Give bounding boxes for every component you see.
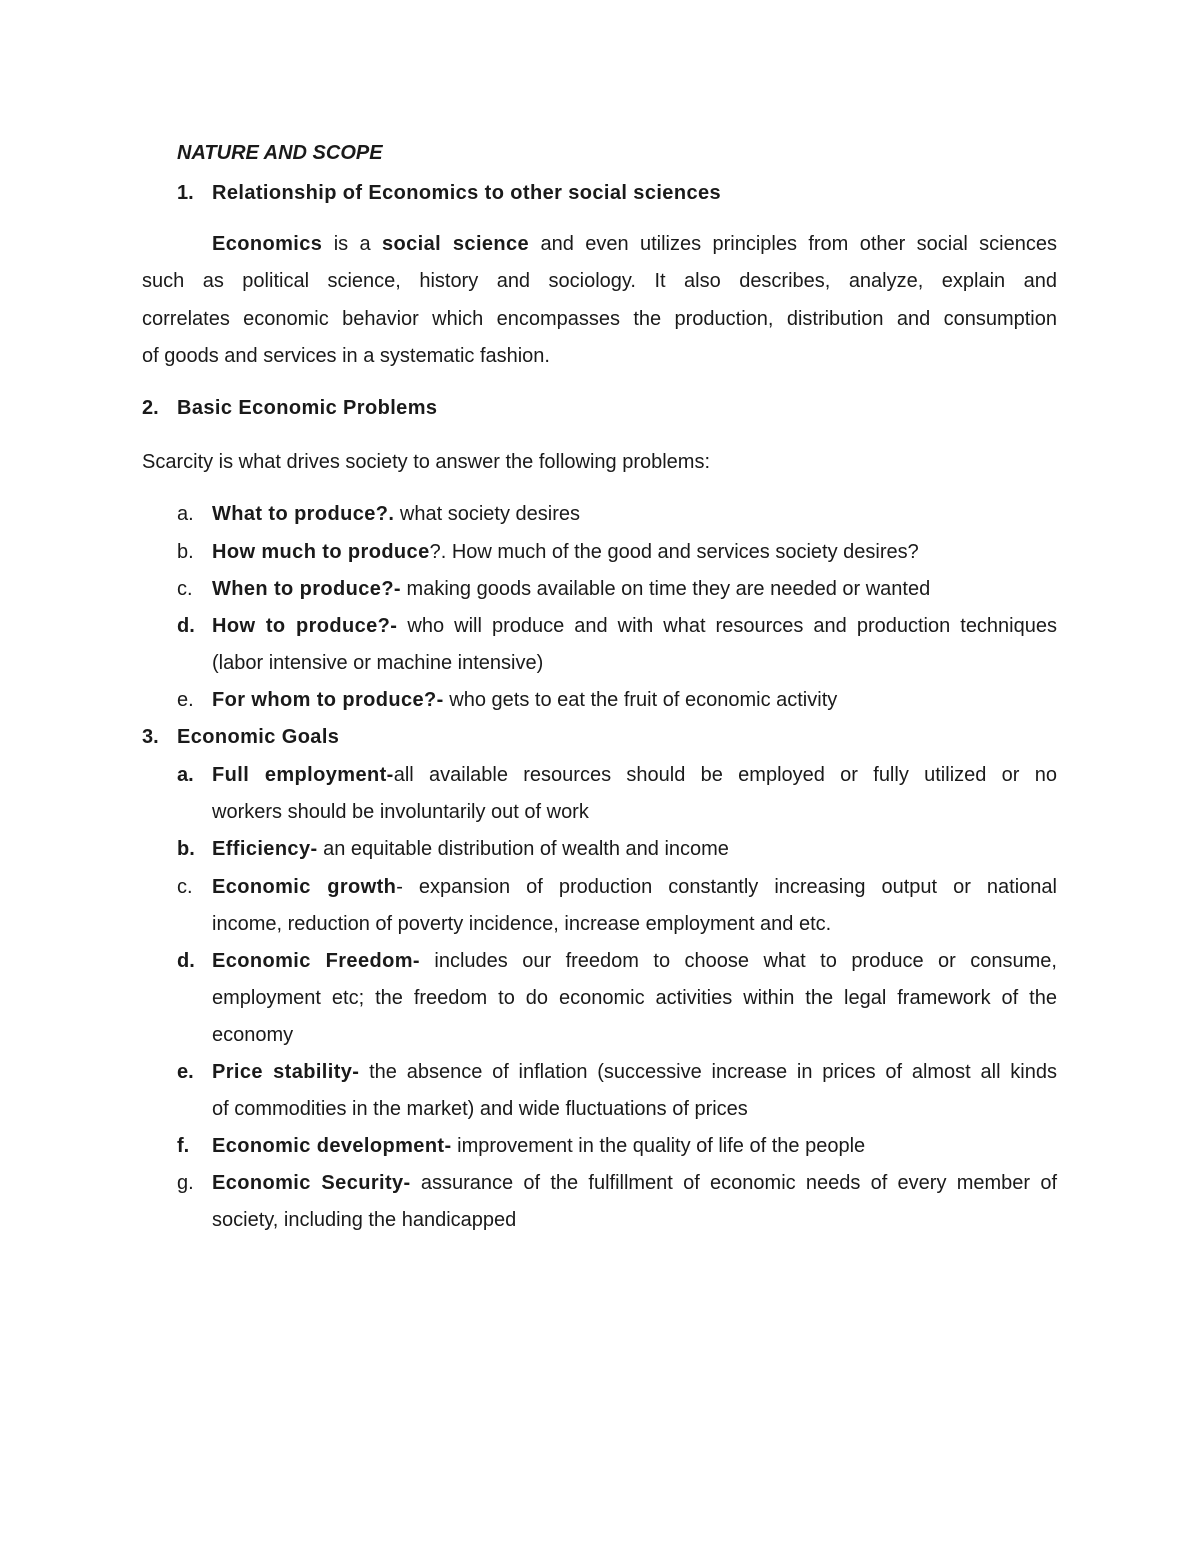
list-item-continuation: economy xyxy=(212,1024,294,1046)
para-text: is a xyxy=(322,233,383,255)
section-1-para-line-4: of goods and services in a systematic fashion. xyxy=(142,345,550,367)
list-item-continuation: (labor intensive or machine intensive) xyxy=(212,652,544,674)
list-item xyxy=(212,614,1057,638)
list-marker: b. xyxy=(177,541,194,563)
list-item-desc: who gets to eat the fruit of economic activity xyxy=(443,689,838,711)
list-item xyxy=(212,540,919,564)
list-item-term: Price stability- xyxy=(212,1061,360,1083)
list-item xyxy=(212,502,580,526)
list-item xyxy=(212,763,1057,787)
list-item-continuation: workers should be involuntarily out of work xyxy=(212,801,589,823)
list-item xyxy=(212,837,729,861)
list-item-continuation: employment etc; the freedom to do economic activities within the legal framework of the xyxy=(212,987,1057,1009)
list-item-term: Economic growth xyxy=(212,876,397,898)
list-item xyxy=(212,688,837,712)
list-marker: e. xyxy=(177,689,194,711)
list-item xyxy=(212,949,1057,973)
list-item-desc: the absence of inflation (successive increase in prices of almost all kinds xyxy=(359,1061,1057,1083)
list-item-desc: making goods available on time they are needed or wanted xyxy=(401,578,931,600)
list-marker: g. xyxy=(177,1172,194,1194)
document-title: NATURE AND SCOPE xyxy=(177,142,383,164)
section-3-number: 3. xyxy=(142,726,159,748)
list-marker: e. xyxy=(177,1061,194,1083)
list-item-desc: an equitable distribution of wealth and income xyxy=(317,838,729,860)
section-3-heading: Economic Goals xyxy=(177,726,340,748)
list-item-term: Economic Freedom- xyxy=(212,950,420,972)
list-item-term: For whom to produce?- xyxy=(212,689,444,711)
section-1-para-line-2: such as political science, history and sociology. It also describes, analyze, explain and xyxy=(142,270,1057,292)
list-marker: a. xyxy=(177,503,194,525)
list-item-desc: all available resources should be employed or fully utilized or no xyxy=(393,764,1058,786)
list-item xyxy=(212,1060,1057,1084)
list-item-desc: ?. How much of the good and services society desires? xyxy=(429,541,919,563)
list-marker: c. xyxy=(177,578,193,600)
list-item-desc: what society desires xyxy=(394,503,580,525)
section-1-number: 1. xyxy=(177,182,194,204)
list-item-term: How to produce?- xyxy=(212,615,398,637)
term-social-science: social science xyxy=(382,233,530,255)
list-item-term: When to produce?- xyxy=(212,578,401,600)
section-1-para-line-3: correlates economic behavior which encompasses the production, distribution and consumption xyxy=(142,308,1057,330)
list-item-continuation: of commodities in the market) and wide fluctuations of prices xyxy=(212,1098,748,1120)
list-item-desc: improvement in the quality of life of the people xyxy=(451,1135,866,1157)
section-2-heading: Basic Economic Problems xyxy=(177,397,438,419)
list-item-desc: includes our freedom to choose what to produce or consume, xyxy=(419,950,1057,972)
list-item xyxy=(212,1134,865,1158)
term-economics: Economics xyxy=(212,233,323,255)
list-item-term: Efficiency- xyxy=(212,838,318,860)
list-item-term: Full employment- xyxy=(212,764,394,786)
section-2-intro: Scarcity is what drives society to answer the following problems: xyxy=(142,451,711,473)
list-item-desc: assurance of the fulfillment of economic needs of every member of xyxy=(410,1172,1057,1194)
list-marker: d. xyxy=(177,950,195,972)
section-1-heading: Relationship of Economics to other social sciences xyxy=(212,182,722,204)
list-marker: b. xyxy=(177,838,195,860)
list-item xyxy=(212,1171,1057,1195)
list-item-desc: who will produce and with what resources and production techniques xyxy=(397,615,1057,637)
list-marker: c. xyxy=(177,876,193,898)
list-item-term: What to produce?. xyxy=(212,503,395,525)
list-marker: a. xyxy=(177,764,194,786)
section-2-number: 2. xyxy=(142,397,159,419)
list-item xyxy=(212,875,1057,899)
list-item-desc: - expansion of production constantly increasing output or national xyxy=(396,876,1057,898)
list-item xyxy=(212,577,930,601)
para-text: and even utilizes principles from other social sciences xyxy=(529,233,1057,255)
list-item-continuation: society, including the handicapped xyxy=(212,1209,517,1231)
list-item-continuation: income, reduction of poverty incidence, increase employment and etc. xyxy=(212,913,832,935)
list-item-term: Economic development- xyxy=(212,1135,452,1157)
list-item-term: How much to produce xyxy=(212,541,430,563)
list-marker: f. xyxy=(177,1135,190,1157)
list-marker: d. xyxy=(177,615,195,637)
list-item-term: Economic Security- xyxy=(212,1172,411,1194)
section-1-para-line-1 xyxy=(212,232,1057,256)
